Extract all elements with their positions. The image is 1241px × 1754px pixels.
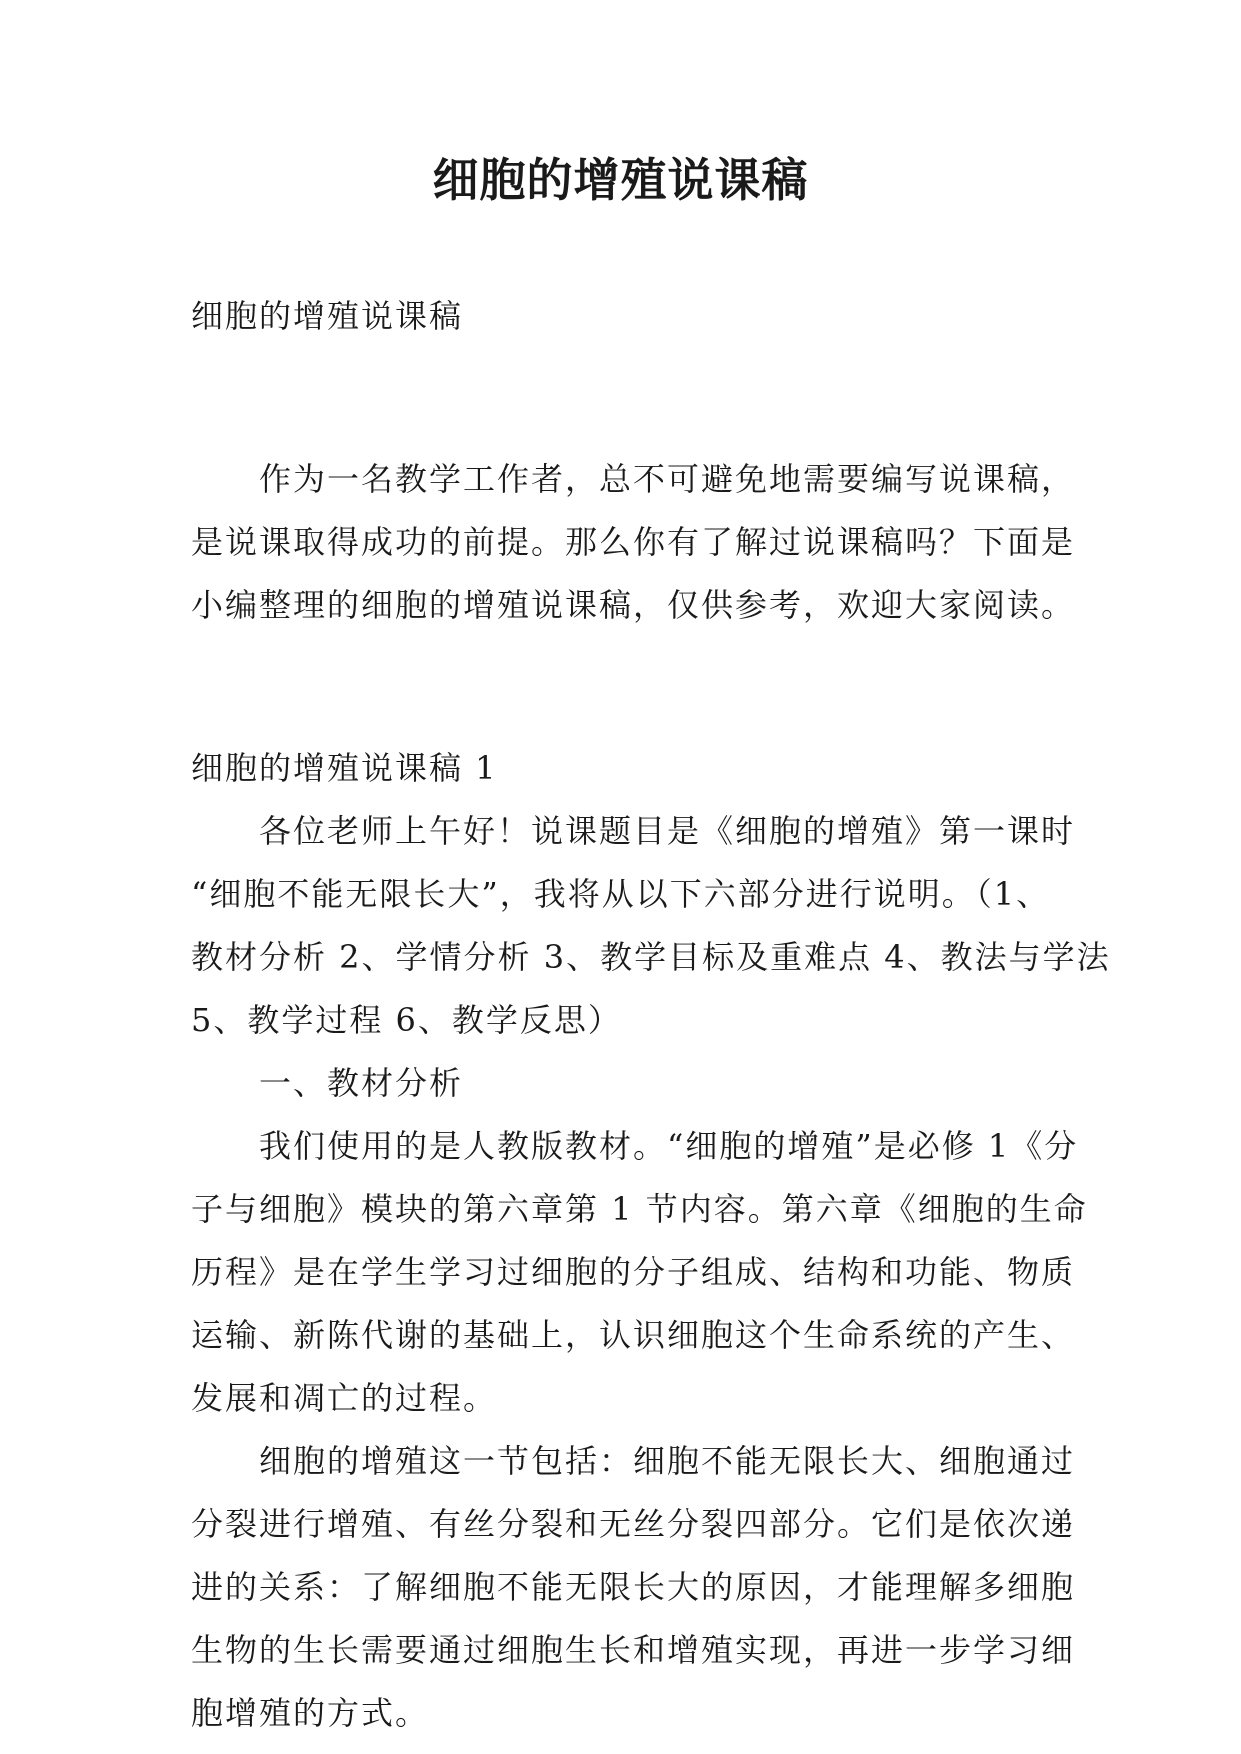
paragraph-line: 历程》是在学生学习过细胞的分子组成、结构和功能、物质	[191, 1253, 1076, 1291]
paragraph-line: 发展和凋亡的过程。	[191, 1379, 498, 1417]
paragraph-line: 运输、新陈代谢的基础上，认识细胞这个生命系统的产生、	[191, 1316, 1076, 1354]
section-heading: 细胞的增殖说课稿 1	[191, 749, 498, 787]
paragraph-line: 进的关系：了解细胞不能无限长大的原因，才能理解多细胞	[191, 1568, 1076, 1606]
paragraph-line: 我们使用的是人教版教材。“细胞的增殖”是必修 1《分	[191, 1127, 1079, 1165]
document-title: 细胞的增殖说课稿	[432, 153, 809, 207]
paragraph-2	[191, 1115, 1088, 1430]
paragraph-line: 生物的生长需要通过细胞生长和增殖实现，再进一步学习细	[191, 1631, 1076, 1669]
paragraph-line: “细胞不能无限长大”，我将从以下六部分进行说明。（1、	[191, 875, 1051, 913]
paragraph-1	[191, 800, 1111, 1052]
paragraph-line: 5、教学过程 6、教学反思）	[191, 1001, 622, 1039]
document-subtitle: 细胞的增殖说课稿	[191, 297, 464, 335]
intro-paragraph	[191, 448, 1076, 637]
intro-line: 是说课取得成功的前提。那么你有了解过说课稿吗？下面是	[191, 523, 1076, 561]
document-body	[191, 285, 1111, 1745]
paragraph-3	[191, 1430, 1076, 1745]
spacer	[191, 348, 1061, 448]
paragraph-line: 教材分析 2、学情分析 3、教学目标及重难点 4、教法与学法	[191, 938, 1111, 976]
paragraph-line: 各位老师上午好！说课题目是《细胞的增殖》第一课时	[191, 812, 1076, 850]
part-heading: 一、教材分析	[191, 1064, 464, 1102]
intro-line: 作为一名教学工作者，总不可避免地需要编写说课稿，	[191, 460, 1076, 498]
intro-line: 小编整理的细胞的增殖说课稿，仅供参考，欢迎大家阅读。	[191, 586, 1076, 624]
paragraph-line: 细胞的增殖这一节包括：细胞不能无限长大、细胞通过	[191, 1442, 1076, 1480]
paragraph-line: 胞增殖的方式。	[191, 1694, 430, 1732]
spacer	[191, 637, 1061, 737]
paragraph-line: 分裂进行增殖、有丝分裂和无丝分裂四部分。它们是依次递	[191, 1505, 1076, 1543]
paragraph-line: 子与细胞》模块的第六章第 1 节内容。第六章《细胞的生命	[191, 1190, 1088, 1228]
